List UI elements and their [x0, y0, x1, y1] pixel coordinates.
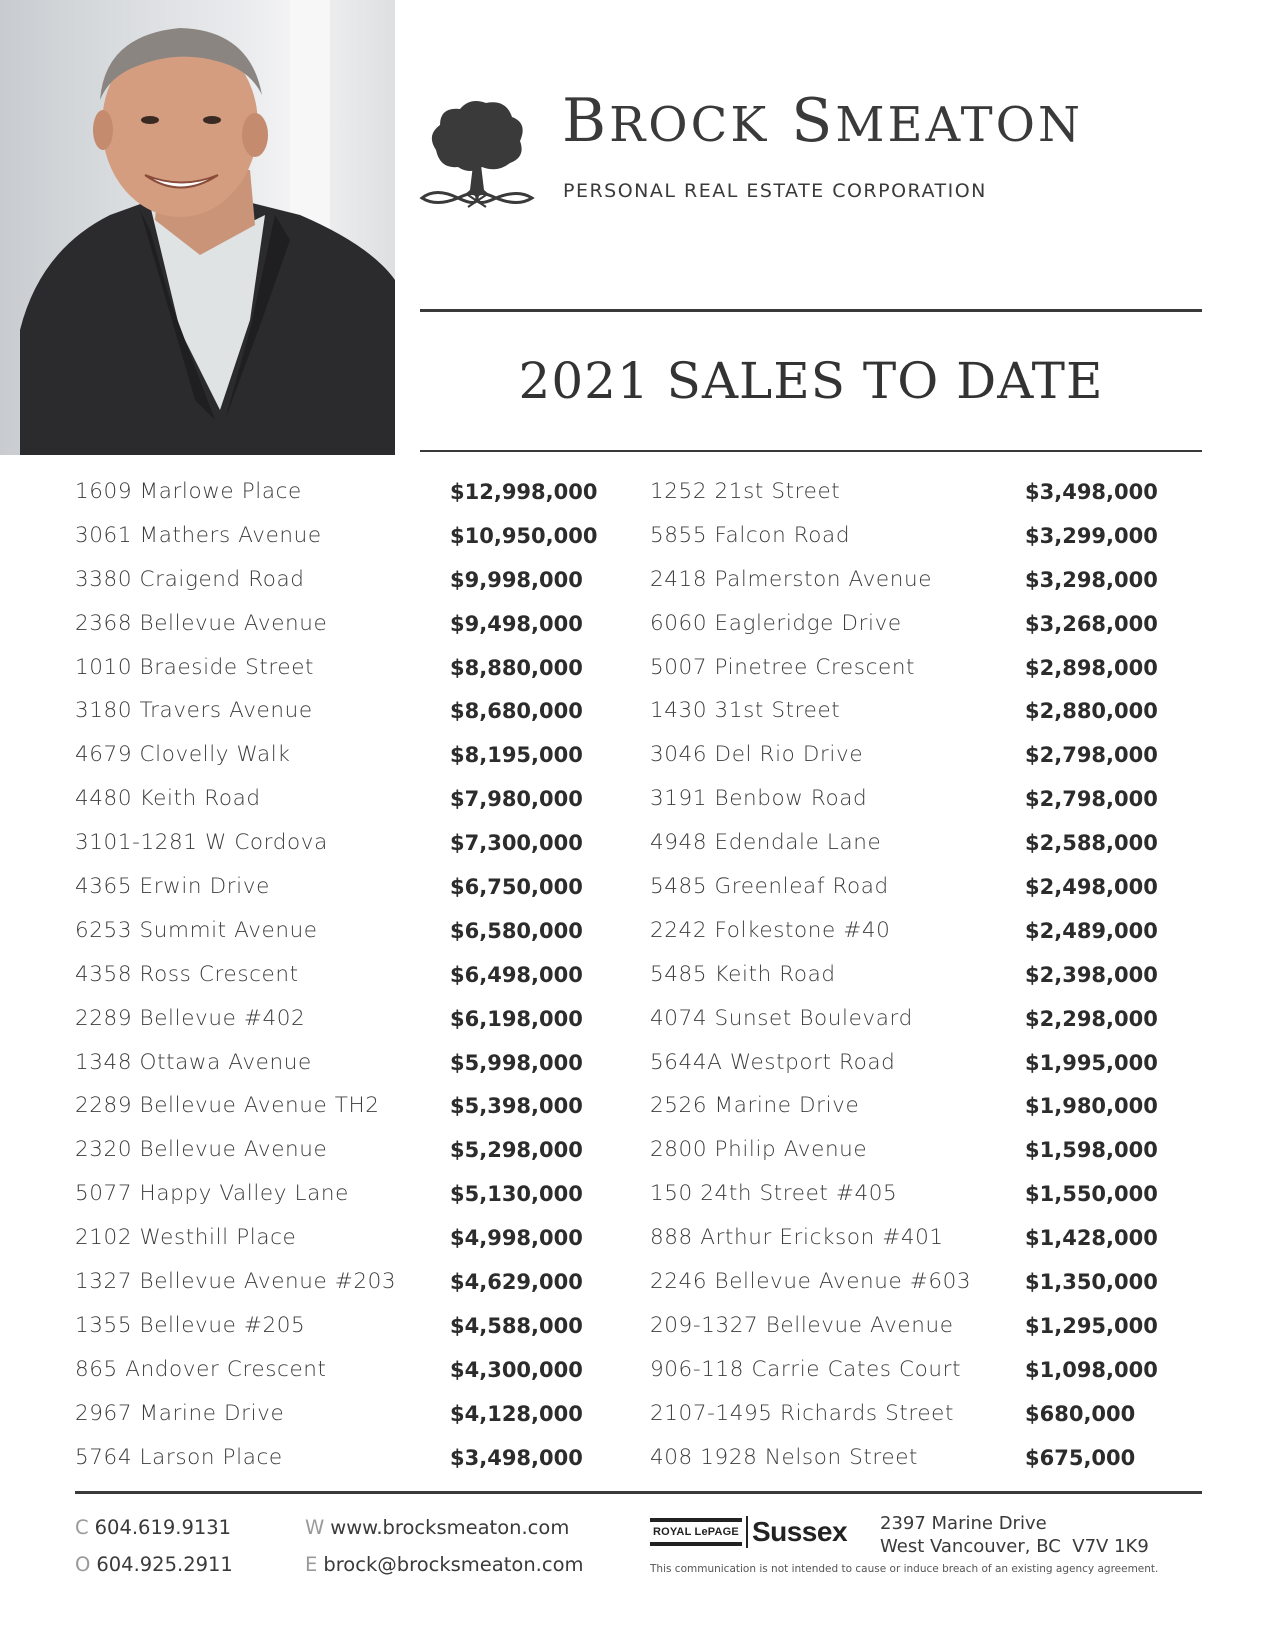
- sale-address: 1348 Ottawa Avenue: [75, 1049, 312, 1075]
- sale-price: $9,998,000: [450, 567, 583, 592]
- sale-price: $2,798,000: [1025, 743, 1158, 768]
- sale-address: 2967 Marine Drive: [75, 1400, 285, 1426]
- divider-footer: [75, 1491, 1202, 1494]
- sale-address: 2242 Folkestone #40: [650, 917, 891, 943]
- sale-row: [75, 1001, 610, 1045]
- address-line-1: 2397 Marine Drive: [880, 1513, 1047, 1534]
- sale-address: 209-1327 Bellevue Avenue: [650, 1312, 954, 1338]
- sale-price: $4,998,000: [450, 1226, 583, 1251]
- sale-address: 2102 Westhill Place: [75, 1225, 297, 1251]
- sale-row: [650, 693, 1165, 737]
- sale-row: [75, 869, 610, 913]
- sale-row: [75, 650, 610, 694]
- sale-row: [75, 562, 610, 606]
- sale-address: 1252 21st Street: [650, 479, 841, 504]
- agent-photo: [0, 0, 395, 455]
- sale-row: [75, 1352, 610, 1396]
- sale-price: $1,995,000: [1025, 1050, 1158, 1075]
- cell-phone[interactable]: C 604.619.9131: [75, 1516, 232, 1539]
- sale-price: $7,300,000: [450, 831, 583, 856]
- sale-price: $2,880,000: [1025, 699, 1158, 724]
- disclaimer: This communication is not intended to cause or induce breach of an existing agency agreement.: [650, 1563, 1159, 1575]
- sale-price: $3,498,000: [1025, 480, 1158, 504]
- sale-price: $6,198,000: [450, 1006, 583, 1031]
- sale-address: 5764 Larson Place: [75, 1444, 283, 1470]
- sale-row: [650, 913, 1165, 957]
- sale-price: $5,998,000: [450, 1050, 583, 1075]
- sale-price: $5,398,000: [450, 1094, 583, 1119]
- sale-row: [650, 1352, 1165, 1396]
- sale-address: 2368 Bellevue Avenue: [75, 610, 328, 636]
- website-link[interactable]: W www.brocksmeaton.com: [305, 1516, 570, 1539]
- divider-title: [420, 450, 1202, 452]
- sale-row: [650, 957, 1165, 1001]
- sale-address: 5007 Pinetree Crescent: [650, 654, 916, 680]
- sale-address: 2289 Bellevue #402: [75, 1005, 306, 1031]
- sale-price: $9,498,000: [450, 611, 583, 636]
- divider-top: [420, 309, 1202, 312]
- sale-row: [75, 474, 610, 518]
- sale-price: $7,980,000: [450, 787, 583, 812]
- sale-price: $1,098,000: [1025, 1357, 1158, 1382]
- royal-lepage-wordmark: ROYAL LePAGE: [650, 1518, 742, 1546]
- sale-row: [650, 1088, 1165, 1132]
- sale-address: 865 Andover Crescent: [75, 1356, 327, 1382]
- sale-address: 3191 Benbow Road: [650, 786, 868, 812]
- sale-price: $680,000: [1025, 1401, 1136, 1426]
- sale-row: [650, 1045, 1165, 1089]
- sale-price: $6,750,000: [450, 875, 583, 900]
- logo-divider: [746, 1516, 748, 1548]
- sale-row: [75, 1220, 610, 1264]
- sale-row: [650, 1308, 1165, 1352]
- sale-price: $6,580,000: [450, 918, 583, 943]
- sale-address: 4365 Erwin Drive: [75, 874, 270, 900]
- brokerage-logo: [650, 1515, 847, 1549]
- sale-row: [650, 869, 1165, 913]
- sale-row: [650, 1220, 1165, 1264]
- sale-row: [650, 474, 1165, 518]
- sale-address: 5644A Westport Road: [650, 1049, 896, 1075]
- sale-price: $8,880,000: [450, 655, 583, 680]
- page-title: 2021 SALES TO DATE: [518, 352, 1104, 410]
- sale-price: $5,298,000: [450, 1138, 583, 1163]
- sale-address: 1430 31st Street: [650, 698, 841, 724]
- sale-address: 2800 Philip Avenue: [650, 1137, 868, 1163]
- sale-price: $4,300,000: [450, 1357, 583, 1382]
- sale-address: 906-118 Carrie Cates Court: [650, 1356, 962, 1382]
- sale-row: [75, 1176, 610, 1220]
- sale-price: $6,498,000: [450, 962, 583, 987]
- sale-row: [75, 1088, 610, 1132]
- sale-row: [75, 957, 610, 1001]
- sale-row: [650, 562, 1165, 606]
- sale-address: 3380 Craigend Road: [75, 566, 305, 592]
- sale-price: $2,798,000: [1025, 787, 1158, 812]
- sale-price: $1,550,000: [1025, 1182, 1158, 1207]
- sale-row: [75, 913, 610, 957]
- sale-address: 5485 Keith Road: [650, 961, 836, 987]
- sale-row: [75, 1132, 610, 1176]
- sale-address: 2246 Bellevue Avenue #603: [650, 1269, 972, 1295]
- sale-address: 3101-1281 W Cordova: [75, 830, 328, 856]
- sale-price: $3,299,000: [1025, 523, 1158, 548]
- sale-row: [75, 1396, 610, 1440]
- sale-address: 3046 Del Rio Drive: [650, 742, 864, 768]
- sale-row: [650, 737, 1165, 781]
- sussex-wordmark: Sussex: [751, 1516, 848, 1547]
- sale-price: $4,588,000: [450, 1313, 583, 1338]
- sale-row: [75, 737, 610, 781]
- sale-address: 150 24th Street #405: [650, 1181, 898, 1207]
- sale-price: $2,489,000: [1025, 918, 1158, 943]
- sale-address: 2526 Marine Drive: [650, 1093, 860, 1119]
- sale-row: [75, 1264, 610, 1308]
- sale-price: $3,498,000: [450, 1445, 583, 1470]
- sale-row: [650, 1001, 1165, 1045]
- sale-price: $3,268,000: [1025, 611, 1158, 636]
- sale-price: $4,128,000: [450, 1401, 583, 1426]
- sale-address: 1010 Braeside Street: [75, 654, 315, 680]
- sale-row: [650, 825, 1165, 869]
- sale-address: 2320 Bellevue Avenue: [75, 1137, 328, 1163]
- sale-price: $2,298,000: [1025, 1006, 1158, 1031]
- sale-price: $8,680,000: [450, 699, 583, 724]
- sale-address: 6060 Eagleridge Drive: [650, 610, 902, 636]
- sale-row: [650, 781, 1165, 825]
- sale-address: 4480 Keith Road: [75, 786, 261, 812]
- sale-address: 408 1928 Nelson Street: [650, 1444, 919, 1470]
- sales-column-right: [650, 474, 1165, 1483]
- sale-price: $2,398,000: [1025, 962, 1158, 987]
- address-line-2: West Vancouver, BC V7V 1K9: [880, 1536, 1149, 1557]
- sale-price: $1,295,000: [1025, 1313, 1158, 1338]
- sale-row: [75, 606, 610, 650]
- sale-price: $10,950,000: [450, 523, 598, 548]
- brand-name: BROCK SMEATON: [562, 86, 1083, 156]
- sale-row: [75, 1440, 610, 1484]
- sale-row: [75, 825, 610, 869]
- sale-address: 1327 Bellevue Avenue #203: [75, 1269, 397, 1295]
- sale-price: $8,195,000: [450, 743, 583, 768]
- sale-address: 3180 Travers Avenue: [75, 698, 313, 724]
- sales-column-left: [75, 474, 610, 1483]
- sale-price: $3,298,000: [1025, 567, 1158, 592]
- sale-row: [75, 693, 610, 737]
- sale-address: 4074 Sunset Boulevard: [650, 1005, 913, 1031]
- sale-row: [650, 1176, 1165, 1220]
- sale-row: [75, 1308, 610, 1352]
- email-link[interactable]: E brock@brocksmeaton.com: [305, 1553, 584, 1576]
- sale-price: $1,350,000: [1025, 1270, 1158, 1295]
- sale-address: 4679 Clovelly Walk: [75, 742, 291, 768]
- sale-address: 2418 Palmerston Avenue: [650, 566, 933, 592]
- office-phone[interactable]: O 604.925.2911: [75, 1553, 233, 1576]
- sale-price: $2,898,000: [1025, 655, 1158, 680]
- sale-price: $4,629,000: [450, 1270, 583, 1295]
- sale-address: 1355 Bellevue #205: [75, 1312, 306, 1338]
- sale-address: 1609 Marlowe Place: [75, 479, 302, 504]
- sale-row: [75, 781, 610, 825]
- sale-address: 2289 Bellevue Avenue TH2: [75, 1093, 380, 1119]
- sale-address: 5077 Happy Valley Lane: [75, 1181, 349, 1207]
- sale-price: $5,130,000: [450, 1182, 583, 1207]
- sale-price: $675,000: [1025, 1445, 1136, 1470]
- sale-row: [75, 1045, 610, 1089]
- sale-row: [650, 1132, 1165, 1176]
- sale-row: [650, 518, 1165, 562]
- sale-address: 4948 Edendale Lane: [650, 830, 882, 856]
- sale-address: 888 Arthur Erickson #401: [650, 1225, 944, 1251]
- sale-address: 4358 Ross Crescent: [75, 961, 299, 987]
- sale-address: 5485 Greenleaf Road: [650, 874, 889, 900]
- sale-price: $1,598,000: [1025, 1138, 1158, 1163]
- sale-row: [650, 1440, 1165, 1484]
- brand-subtitle: PERSONAL REAL ESTATE CORPORATION: [563, 180, 987, 202]
- sale-row: [650, 650, 1165, 694]
- sale-address: 2107-1495 Richards Street: [650, 1400, 955, 1426]
- office-address: [880, 1512, 1149, 1558]
- sale-price: $1,980,000: [1025, 1094, 1158, 1119]
- sale-price: $2,498,000: [1025, 875, 1158, 900]
- sale-price: $2,588,000: [1025, 831, 1158, 856]
- sale-address: 6253 Summit Avenue: [75, 917, 318, 943]
- sale-address: 3061 Mathers Avenue: [75, 522, 322, 548]
- sale-row: [650, 606, 1165, 650]
- sale-price: $1,428,000: [1025, 1226, 1158, 1251]
- sale-price: $12,998,000: [450, 480, 598, 504]
- tree-logo-icon: [418, 95, 536, 215]
- sale-row: [75, 518, 610, 562]
- sale-row: [650, 1264, 1165, 1308]
- sale-address: 5855 Falcon Road: [650, 522, 851, 548]
- sale-row: [650, 1396, 1165, 1440]
